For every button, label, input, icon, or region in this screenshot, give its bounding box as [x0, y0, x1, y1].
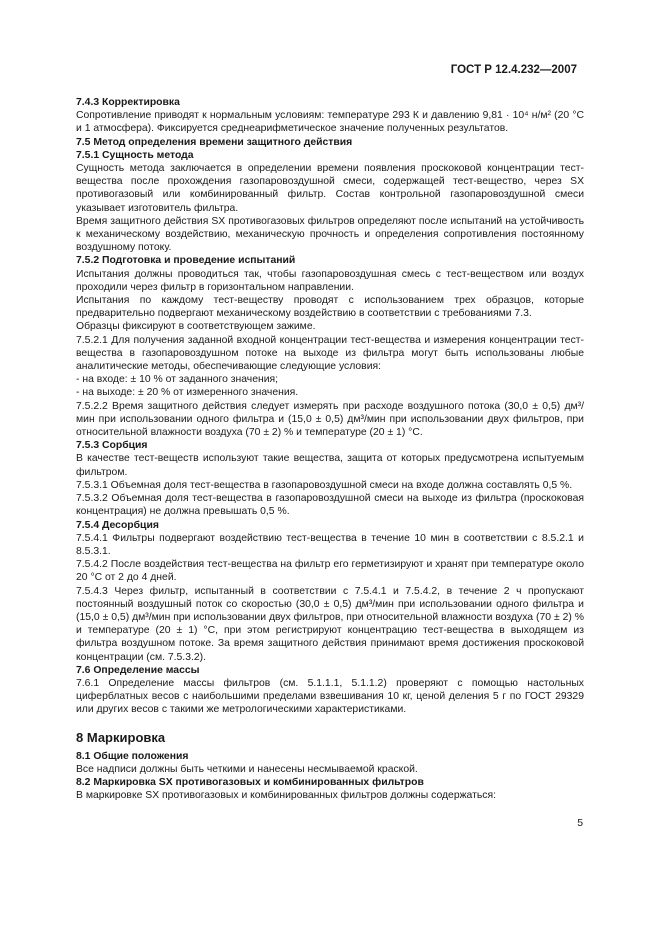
- paragraph: Время защитного действия SX противогазовых фильтров определяют после испытаний на устойчивость к механическому воздействию, механическую прочность и определения сопротивления постоянному воздушному потоку.: [76, 215, 584, 254]
- paragraph: 7.5.3.2 Объемная доля тест-вещества в газопаровоздушной смеси на выходе из фильтра (проскоковая концентрация) не должна превышать 0,5 %.: [76, 493, 584, 518]
- section-heading: 7.4.3 Корректировка: [76, 97, 180, 108]
- document-code: ГОСТ Р 12.4.232—2007: [450, 64, 577, 76]
- list-item: - на выходе: ± 20 % от измеренного значения.: [76, 387, 299, 399]
- paragraph: В маркировке SX противогазовых и комбинированных фильтров должны содержаться:: [76, 790, 496, 802]
- paragraph: 7.6.1 Определение массы фильтров (см. 5.1.1.1, 5.1.1.2) проверяют с помощью настольных циферблатных весов с наибольшими пределами взвешивания 10 кг, ценой деления 5 г по ГОСТ 29329 или других весов с такими же метрологическими характеристиками.: [76, 677, 584, 716]
- chapter-heading: 8 Маркировка: [76, 729, 166, 745]
- section-heading: 8.1 Общие положения: [76, 750, 189, 762]
- paragraph: Испытания должны проводиться так, чтобы газопаровоздушная смесь с тест-веществом или воздух проходили через фильтр в горизонтальном направлении.: [76, 268, 584, 293]
- paragraph: Образцы фиксируют в соответствующем зажиме.: [76, 321, 316, 333]
- paragraph: 7.5.4.2 После воздействия тест-вещества на фильтр его герметизируют и хранят при температуре около 20 °С от 2 до 4 дней.: [76, 559, 584, 584]
- paragraph: 7.5.2.1 Для получения заданной входной концентрации тест-вещества и измерения концентрации тест-вещества в газопаровоздушном потоке на выходе из фильтра могут быть использованы любые аналитические методы, обеспечивающие следующие условия:: [76, 334, 584, 373]
- section-heading: 7.5.1 Сущность метода: [76, 149, 194, 161]
- list-item: - на входе: ± 10 % от заданного значения;: [76, 374, 279, 386]
- page-number: 5: [577, 818, 583, 829]
- section-heading: 8.2 Маркировка SX противогазовых и комбинированных фильтров: [76, 777, 424, 789]
- paragraph: 7.5.2.2 Время защитного действия следует измерять при расходе воздушного потока (30,0 ± 0,5) дм³/мин при использовании одного фильтра и (15,0 ± 0,5) дм³/мин при использовании двух фильтров, при относительной влажности воздуха (70 ± 2) % и температуре (20 ± 1) °С.: [76, 400, 584, 439]
- document-body: [76, 96, 584, 803]
- section-heading: 7.5.2 Подготовка и проведение испытаний: [76, 255, 296, 267]
- paragraph: Все надписи должны быть четкими и нанесены несмываемой краской.: [76, 763, 418, 775]
- paragraph: 7.5.4.1 Фильтры подвергают воздействию тест-вещества в течение 10 мин в соответствии с 8.5.2.1 и 8.5.3.1.: [76, 532, 584, 557]
- section-heading: 7.5.3 Сорбция: [76, 440, 148, 452]
- paragraph: Испытания по каждому тест-веществу проводят с использованием трех образцов, которые предварительно подвергают механическому воздействию в соответствии с требованиями 7.3.: [76, 295, 584, 320]
- paragraph: Сущность метода заключается в определении времени появления проскоковой концентрации тест-вещества после прохождения газопаровоздушной смеси, содержащей тест-вещество, через SX противогазовый или комбинированный фильтр. Состав контрольной газопаровоздушной смеси указывает изготовитель фильтра.: [76, 163, 584, 214]
- section-heading: 7.5.4 Десорбция: [76, 519, 159, 531]
- paragraph: 7.5.4.3 Через фильтр, испытанный в соответствии с 7.5.4.1 и 7.5.4.2, в течение 2 ч пропускают постоянный воздушный поток со скоростью (30,0 ± 0,5) дм³/мин при использовании одного фильтра и (15,0 ± 0,5) дм³/мин при использовании двух фильтров, при относительной влажности воздуха (70 ± 2) % и температуре (20 ± 1) °С, при этом регистрируют концентрацию тест-вещества в выходящем из фильтра воздушном потоке. За время защитного действия принимают время достижения проскоковой концентрации (см. 7.5.3.2).: [76, 585, 584, 663]
- paragraph: Сопротивление приводят к нормальным условиям: температуре 293 К и давлению 9,81 · 10⁴ н/м² (20 °С и 1 атмосфера). Фиксируется среднеарифметическое значение полученных результатов.: [76, 110, 584, 135]
- section-heading: 7.6 Определение массы: [76, 664, 200, 676]
- paragraph: В качестве тест-веществ используют такие вещества, защита от которых предусмотрена испытуемым фильтром.: [76, 453, 584, 478]
- paragraph: 7.5.3.1 Объемная доля тест-вещества в газопаровоздушной смеси на входе должна составлять 0,5 %.: [76, 479, 573, 491]
- section-heading: 7.5 Метод определения времени защитного действия: [76, 136, 353, 148]
